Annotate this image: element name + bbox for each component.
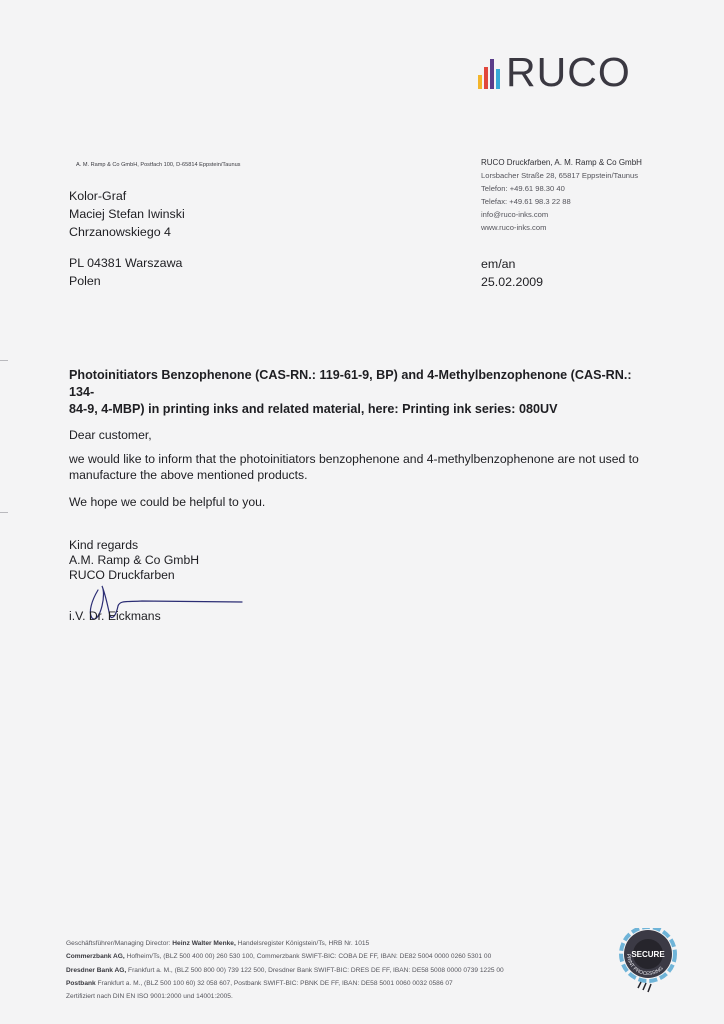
footer-bank-details: Frankfurt a. M., (BLZ 500 800 00) 739 122 500, Dresdner Bank SWIFT-BIC: DRES DE FF, IBAN: DE58 5008 0000 0739 1225 00	[126, 966, 504, 974]
footer-certification: Zertifiziert nach DIN EN ISO 9001:2000 und 14001:2005.	[66, 993, 233, 1001]
seal-ring-path-text: PRINT PROCESSING	[624, 953, 665, 978]
signer-name: i.V. Dr. Eickmans	[69, 609, 161, 623]
body-line: we would like to inform that the photoinitiators benzophenone and 4-methylbenzophenone are not used to	[69, 452, 639, 466]
company-name	[481, 156, 642, 169]
fold-mark	[0, 360, 8, 361]
recipient-name: Maciej Stefan Iwinski	[69, 207, 185, 221]
body-line: manufacture the above mentioned products.	[69, 468, 308, 482]
footer-bank-dresdner	[66, 964, 504, 977]
reference-block	[481, 255, 543, 291]
company-street: Lorsbacher Straße 28, 65817 Eppstein/Taunus	[481, 171, 639, 180]
closing-brand: RUCO Druckfarben	[69, 568, 175, 582]
seal-center-text: SECURE	[631, 950, 665, 959]
company-info	[481, 156, 642, 234]
company-phone: Telefon: +49.61 98.30 40	[481, 184, 565, 193]
recipient-country: Polen	[69, 274, 101, 288]
footer-bank-name: Commerzbank AG,	[66, 953, 125, 961]
sender-return-address: A. M. Ramp & Co GmbH, Postfach 100, D-65814 Eppstein/Taunus	[76, 162, 241, 168]
logo-bar	[484, 67, 488, 89]
reference-initials: em/an	[481, 257, 516, 271]
letter-subject	[69, 367, 649, 418]
punch-mark	[0, 512, 8, 513]
logo-bars-icon	[478, 55, 500, 89]
ruco-logo	[478, 49, 631, 95]
footer-bank-name: Dresdner Bank AG,	[66, 966, 127, 974]
recipient-street: Chrzanowskiego 4	[69, 225, 171, 239]
recipient-company: Kolor-Graf	[69, 189, 127, 203]
footer-bank-postbank	[66, 977, 504, 990]
body-paragraph-1	[69, 451, 659, 483]
footer-bank-commerzbank	[66, 950, 504, 963]
footer-director-label: Geschäftsführer/Managing Director:	[66, 940, 173, 947]
company-brand: RUCO Druckfarben,	[481, 158, 553, 167]
recipient-city: PL 04381 Warszawa	[69, 256, 183, 270]
footer-director	[66, 937, 504, 950]
salutation: Dear customer,	[69, 428, 152, 442]
recipient-address	[69, 187, 185, 241]
recipient-city-block	[69, 254, 182, 290]
letter-date: 25.02.2009	[481, 275, 544, 289]
letter-footer	[66, 937, 504, 1003]
footer-director-name: Heinz Walter Menke,	[172, 940, 236, 947]
logo-bar	[496, 69, 500, 89]
company-legal-name: A. M. Ramp & Co GmbH	[552, 158, 642, 167]
company-email: info@ruco-inks.com	[481, 210, 549, 219]
logo-bar	[478, 75, 482, 89]
body-paragraph-2: We hope we could be helpful to you.	[69, 495, 266, 509]
company-fax: Telefax: +49.61 98.3 22 88	[481, 197, 571, 206]
closing-company: A.M. Ramp & Co GmbH	[69, 553, 200, 567]
footer-bank-name: Postbank	[66, 979, 96, 987]
footer-bank-details: Frankfurt a. M., (BLZ 500 100 60) 32 058 607, Postbank SWIFT-BIC: PBNK DE FF, IBAN: DE58 5001 0060 0032 0586 07	[95, 979, 453, 987]
company-website: www.ruco-inks.com	[481, 223, 547, 232]
secure-print-seal-icon	[618, 928, 678, 1000]
footer-register: Handelsregister Königstein/Ts, HRB Nr. 1015	[235, 940, 370, 947]
subject-line: Photoinitiators Benzophenone (CAS-RN.: 119-61-9, BP) and 4-Methylbenzophenone (CAS-RN.: 134-	[69, 368, 632, 399]
logo-bar	[490, 59, 494, 89]
subject-line: 84-9, 4-MBP) in printing inks and related material, here: Printing ink series: 080UV	[69, 402, 558, 416]
logo-wordmark: RUCO	[506, 49, 631, 95]
footer-bank-details: Hofheim/Ts, (BLZ 500 400 00) 260 530 100, Commerzbank SWIFT-BIC: COBA DE FF, IBAN: DE82 5004 0000 0260 5301 00	[124, 953, 492, 961]
closing-regards: Kind regards	[69, 538, 139, 552]
